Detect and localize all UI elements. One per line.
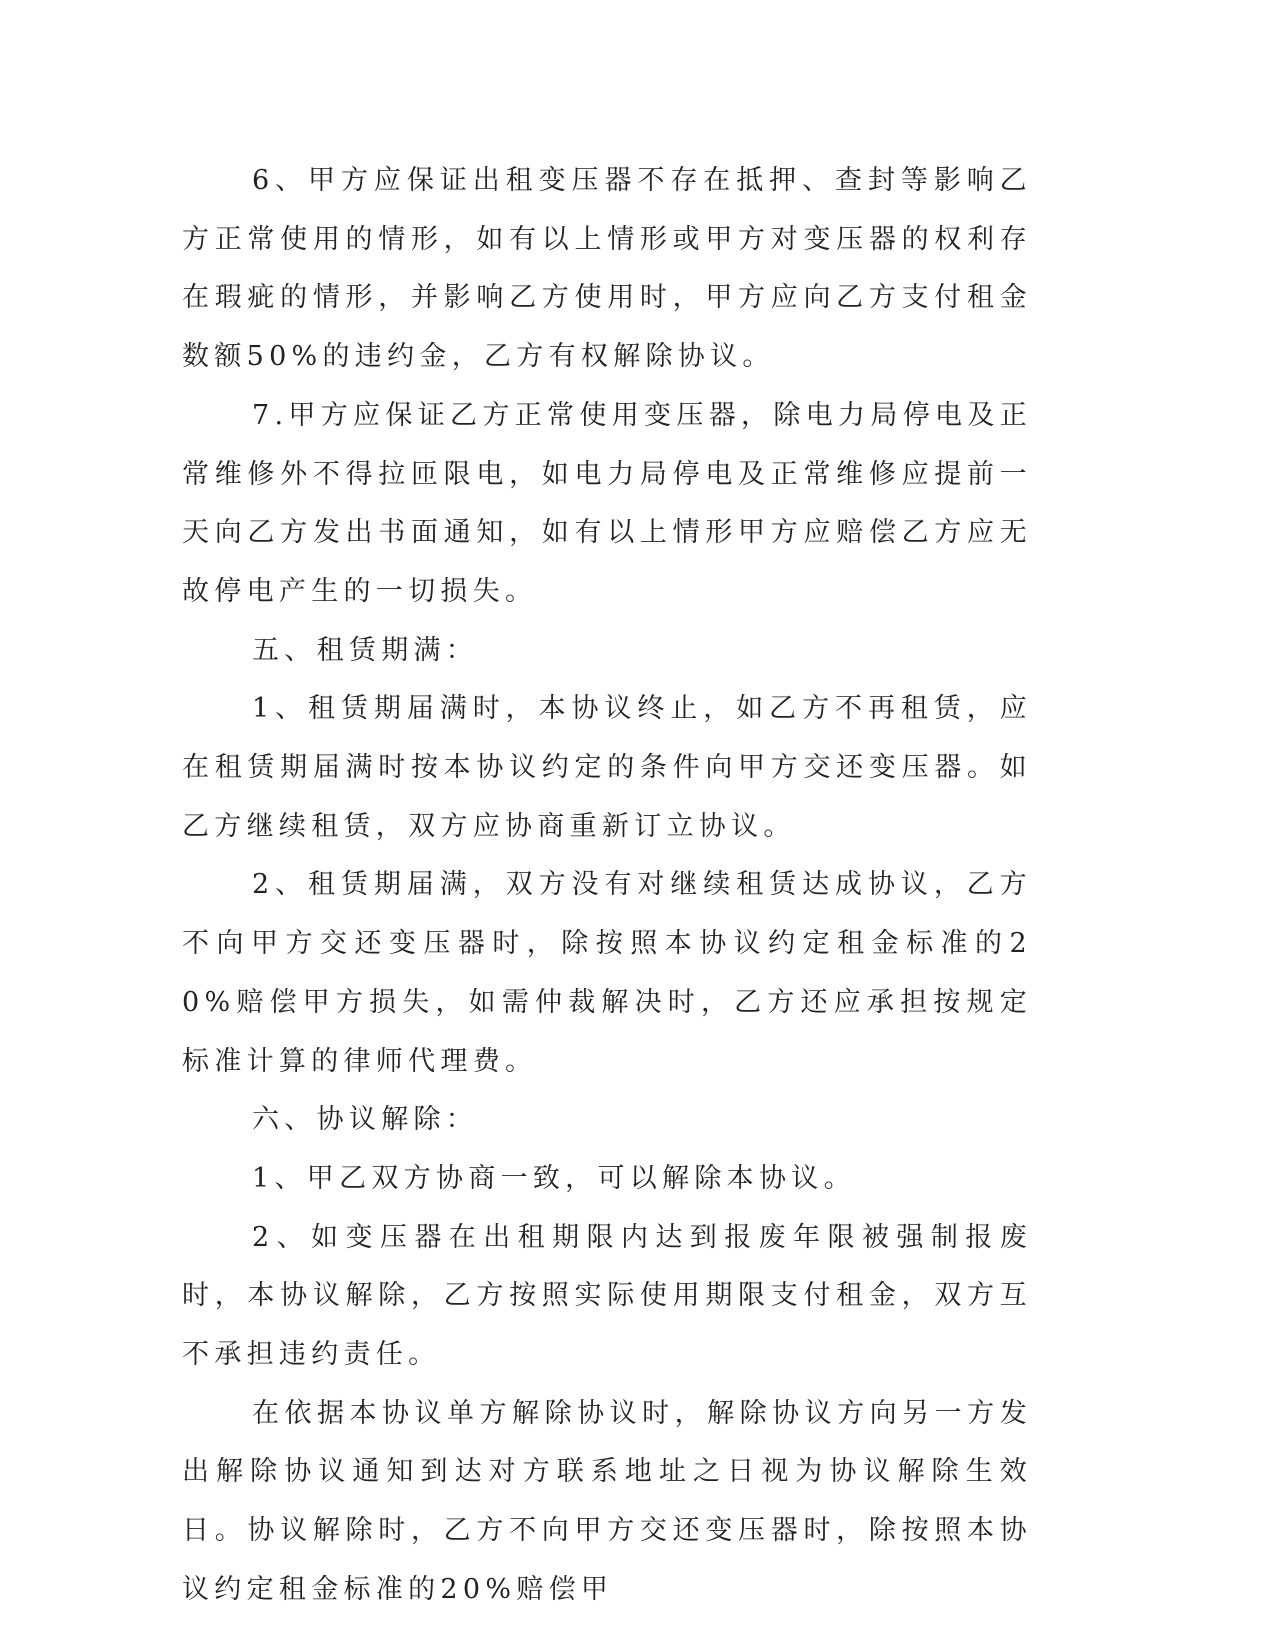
clause-6-1-paragraph: 1、甲乙双方协商一致，可以解除本协议。 bbox=[252, 1162, 856, 1194]
clause-4-6-paragraph: 6、甲方应保证出租变压器不存在抵押、查封等影响乙方正常使用的情形，如有以上情形或甲方对变压器的权利存在瑕疵的情形，并影响乙方使用时，甲方应向乙方支付租金数额50%的违约金，乙方有权解除协议。 bbox=[182, 165, 1032, 373]
clause-5-1-paragraph: 1、租赁期届满时，本协议终止，如乙方不再租赁，应在租赁期届满时按本协议约定的条件向甲方交还变压器。如乙方继续租赁，双方应协商重新订立协议。 bbox=[182, 693, 1032, 842]
clause-5-2-paragraph: 2、租赁期届满，双方没有对继续租赁达成协议，乙方不向甲方交还变压器时，除按照本协议约定租金标准的20%赔偿甲方损失，如需仲裁解决时，乙方还应承担按规定标准计算的律师代理费。 bbox=[182, 869, 1032, 1077]
section-6-heading: 六、协议解除： bbox=[252, 1104, 479, 1136]
document-body bbox=[182, 152, 1032, 1620]
termination-notice-paragraph: 在依据本协议单方解除协议时，解除协议方向另一方发出解除协议通知到达对方联系地址之日视为协议解除生效日。协议解除时，乙方不向甲方交还变压器时，除按照本协议约定租金标准的20%赔偿甲 bbox=[182, 1397, 1032, 1605]
clause-6-2-paragraph: 2、如变压器在出租期限内达到报废年限被强制报废时，本协议解除，乙方按照实际使用期限支付租金，双方互不承担违约责任。 bbox=[182, 1221, 1032, 1371]
section-5-heading: 五、租赁期满： bbox=[252, 634, 479, 666]
clause-4-7-paragraph: 7.甲方应保证乙方正常使用变压器，除电力局停电及正常维修外不得拉匝限电，如电力局停电及正常维修应提前一天向乙方发出书面通知，如有以上情形甲方应赔偿乙方应无故停电产生的一切损失。 bbox=[182, 399, 1032, 607]
